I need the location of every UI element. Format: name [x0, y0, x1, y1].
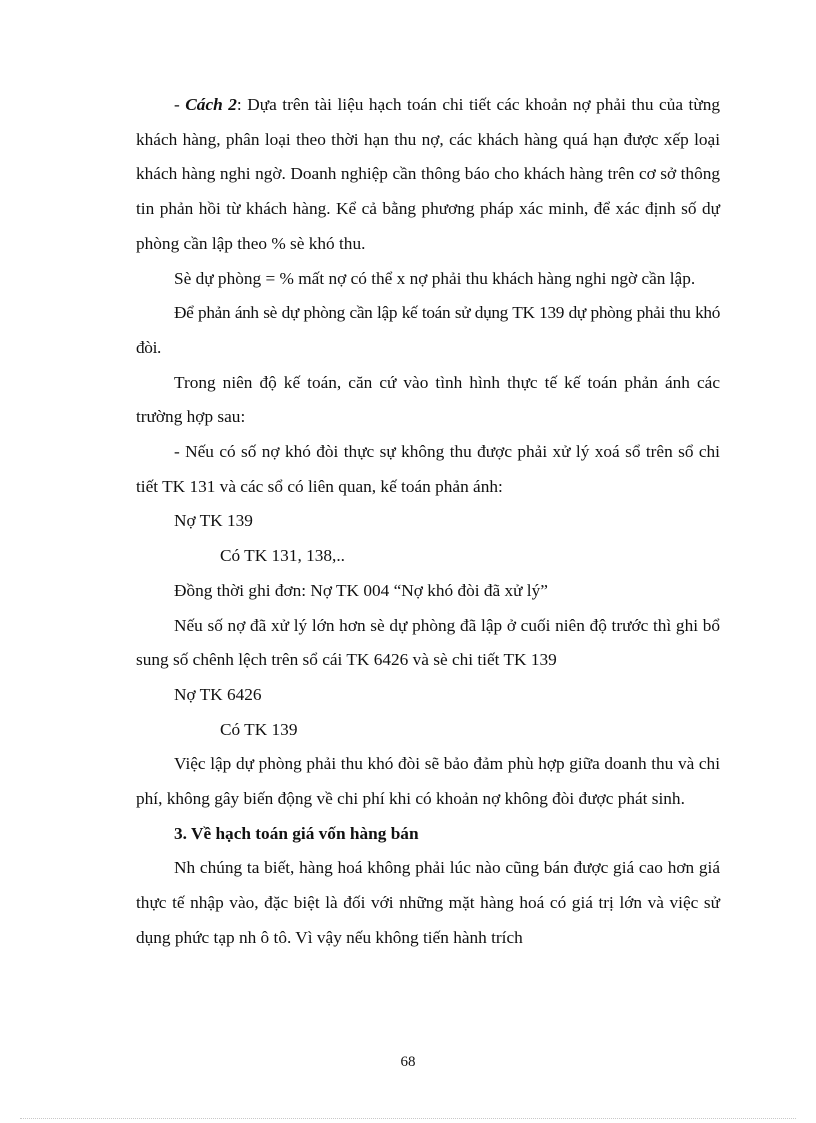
- cost-of-goods-paragraph: Nh chúng ta biết, hàng hoá không phải lúc nào cũng bán được giá cao hơn giá thực tế nhập vào, đặc biệt là đối với những mặt hàng hoá có giá trị lớn và việc sử dụng phức tạp nh ô tô. Vì vậy nếu không tiến hành trích: [136, 858, 720, 947]
- method-label: Cách 2: [185, 95, 237, 114]
- excess-paragraph: Nếu số nợ đã xử lý lớn hơn sè dự phòng đã lập ở cuối niên độ trước thì ghi bổ sung số chênh lệch trên sổ cái TK 6426 và sè chi tiết TK 139: [136, 615, 720, 670]
- list-dash: -: [174, 95, 186, 114]
- page-body: [136, 88, 720, 956]
- entry-debit-139: Nợ TK 139: [174, 511, 253, 531]
- write-off-paragraph: - Nếu có số nợ khó đòi thực sự không thu được phải xử lý xoá sổ trên sổ chi tiết TK 131 và các sổ có liên quan, kế toán phản ánh:: [136, 442, 720, 496]
- paragraph-method-2: [136, 88, 720, 262]
- entry-debit-6426: Nợ TK 6426: [174, 684, 262, 704]
- section-heading: 3. Về hạch toán giá vốn hàng bán: [174, 823, 419, 843]
- entry-credit-139: Có TK 139: [220, 719, 298, 739]
- page-number: 68: [400, 1054, 416, 1070]
- method-description: : Dựa trên tài liệu hạch toán chi tiết các khoản nợ phải thu của từng khách hàng, phân loại theo thời hạn thu nợ, các khách hàng quá hạn được xếp loại khách hàng nghi ngờ. Doanh nghiệp cần thông báo cho khách hàng trên cơ sở thông tin phản hồi từ khách hàng. Kể cả bằng phương pháp xác minh, để xác định số dự phòng cần lập theo % sè khó thu.: [136, 95, 720, 253]
- cases-intro-paragraph: Trong niên độ kế toán, căn cứ vào tình hình thực tế kế toán phản ánh các trường hợp sau:: [136, 372, 720, 427]
- provision-benefit-paragraph: Việc lập dự phòng phải thu khó đòi sẽ bảo đảm phù hợp giữa doanh thu và chi phí, không gây biến động về chi phí khi có khoản nợ không đòi được phát sinh.: [136, 754, 720, 809]
- formula-paragraph: Sè dự phòng = % mất nợ có thể x nợ phải thu khách hàng nghi ngờ cần lập.: [174, 268, 696, 288]
- page-bottom-divider: [20, 1118, 796, 1119]
- entry-single-004: Đồng thời ghi đơn: Nợ TK 004 “Nợ khó đòi đã xử lý”: [174, 580, 548, 600]
- entry-credit-131-138: Có TK 131, 138,..: [220, 546, 345, 566]
- account-paragraph: Để phản ánh sè dự phòng cần lập kế toán sử dụng TK 139 dự phòng phải thu khó đòi.: [136, 303, 720, 357]
